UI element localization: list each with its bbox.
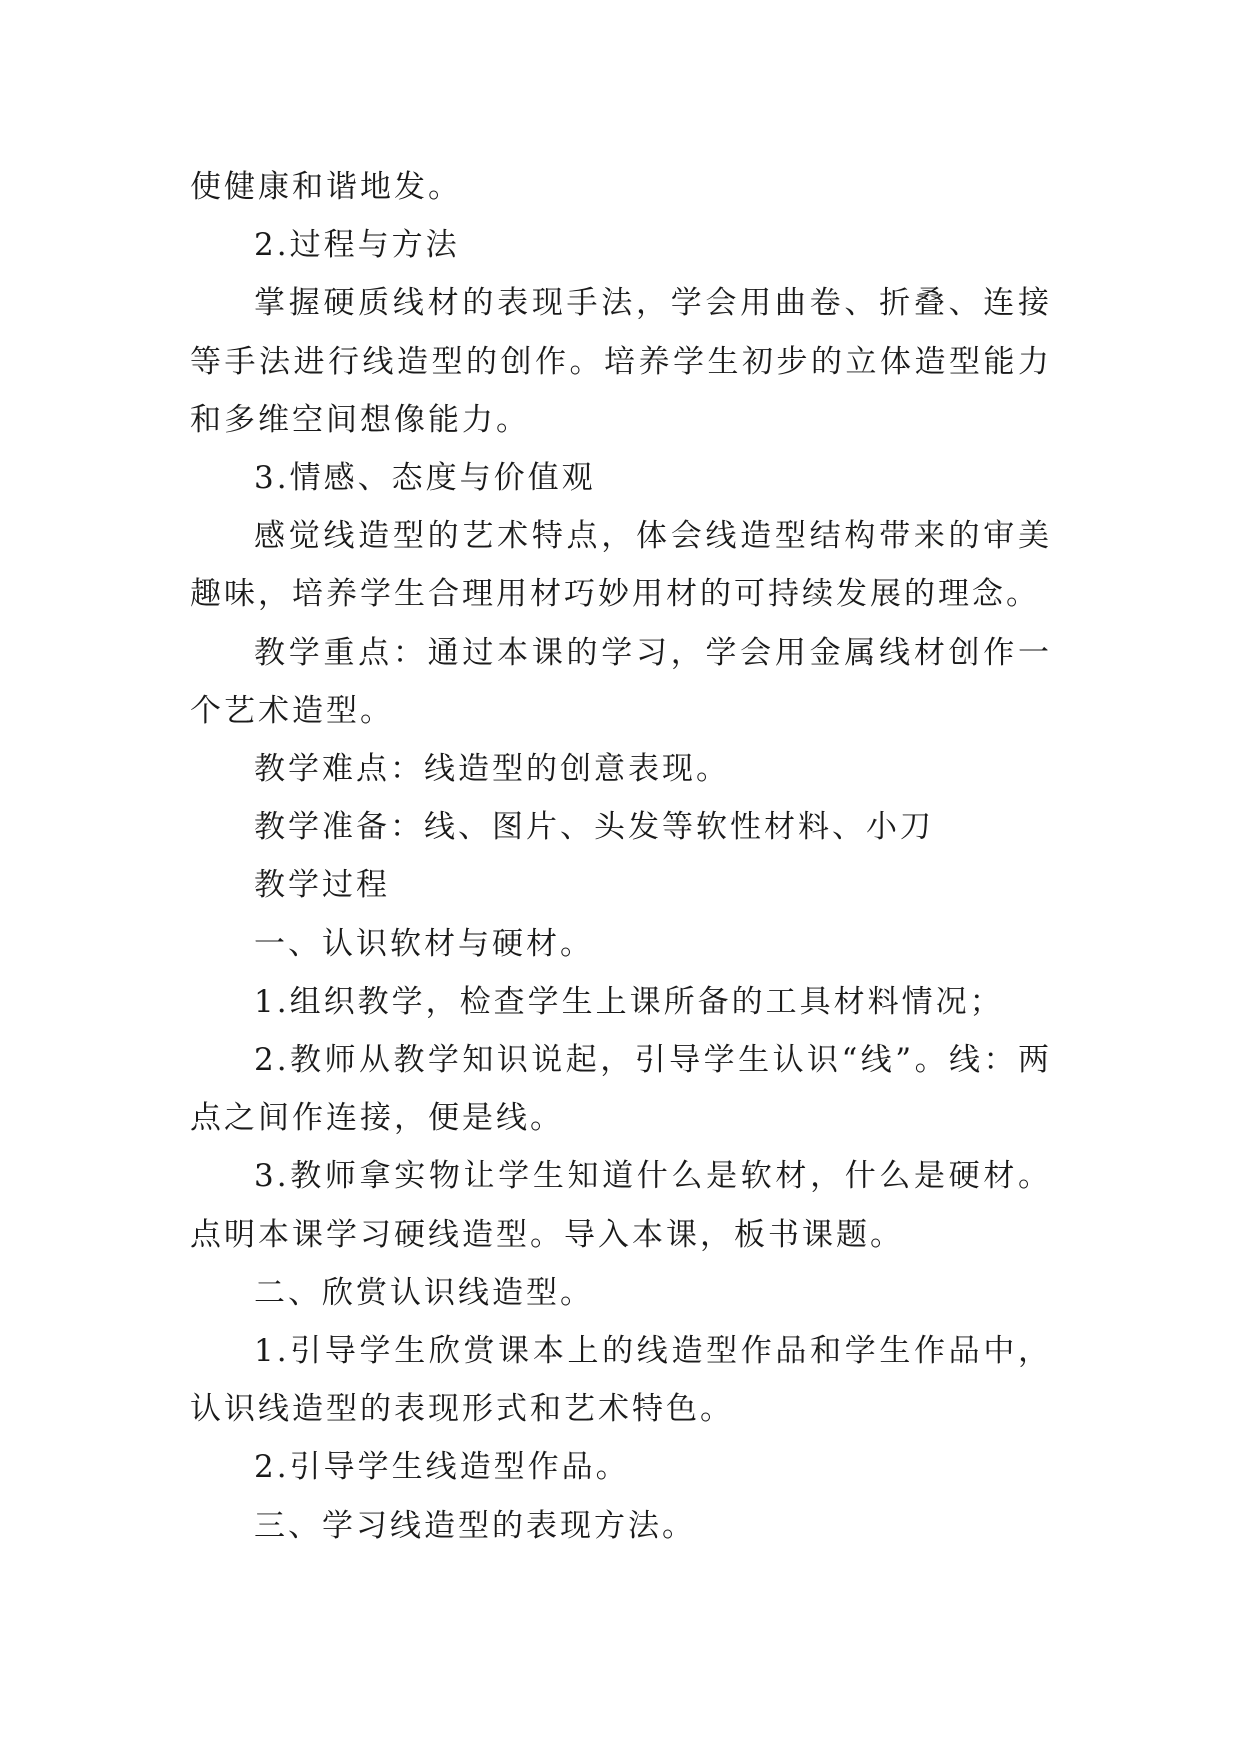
paragraph-11: 1.组织教学，检查学生上课所备的工具材料情况； xyxy=(254,983,1004,1020)
paragraph-12: 2.教师从教学知识说起，引导学生认识“线”。线：两点之间作连接，便是线。 xyxy=(190,1042,1052,1137)
paragraph-1: 使健康和谐地发。 xyxy=(190,169,462,205)
paragraph-10: 一、认识软材与硬材。 xyxy=(254,925,594,962)
paragraph-14: 二、欣赏认识线造型。 xyxy=(254,1274,594,1311)
paragraph-7: 教学难点：线造型的创意表现。 xyxy=(254,751,730,788)
paragraph-8: 教学准备：线、图片、头发等软性材料、小刀 xyxy=(254,809,934,846)
paragraph-2: 2.过程与方法 xyxy=(254,227,460,264)
paragraph-15: 1.引导学生欣赏课本上的线造型作品和学生作品中，认识线造型的表现形式和艺术特色。 xyxy=(190,1333,1052,1428)
paragraph-4: 3.情感、态度与价值观 xyxy=(254,460,596,497)
paragraph-9: 教学过程 xyxy=(254,867,390,904)
paragraph-17: 三、学习线造型的表现方法。 xyxy=(254,1507,696,1544)
paragraph-5: 感觉线造型的艺术特点，体会线造型结构带来的审美趣味，培养学生合理用材巧妙用材的可持续发展的理念。 xyxy=(190,518,1052,613)
document-body xyxy=(190,158,1052,1555)
paragraph-13: 3.教师拿实物让学生知道什么是软材，什么是硬材。点明本课学习硬线造型。导入本课，板书课题。 xyxy=(190,1158,1052,1253)
paragraph-16: 2.引导学生线造型作品。 xyxy=(254,1449,630,1486)
paragraph-3: 掌握硬质线材的表现手法，学会用曲卷、折叠、连接等手法进行线造型的创作。培养学生初步的立体造型能力和多维空间想像能力。 xyxy=(190,285,1052,438)
paragraph-6: 教学重点：通过本课的学习，学会用金属线材创作一个艺术造型。 xyxy=(190,634,1052,729)
